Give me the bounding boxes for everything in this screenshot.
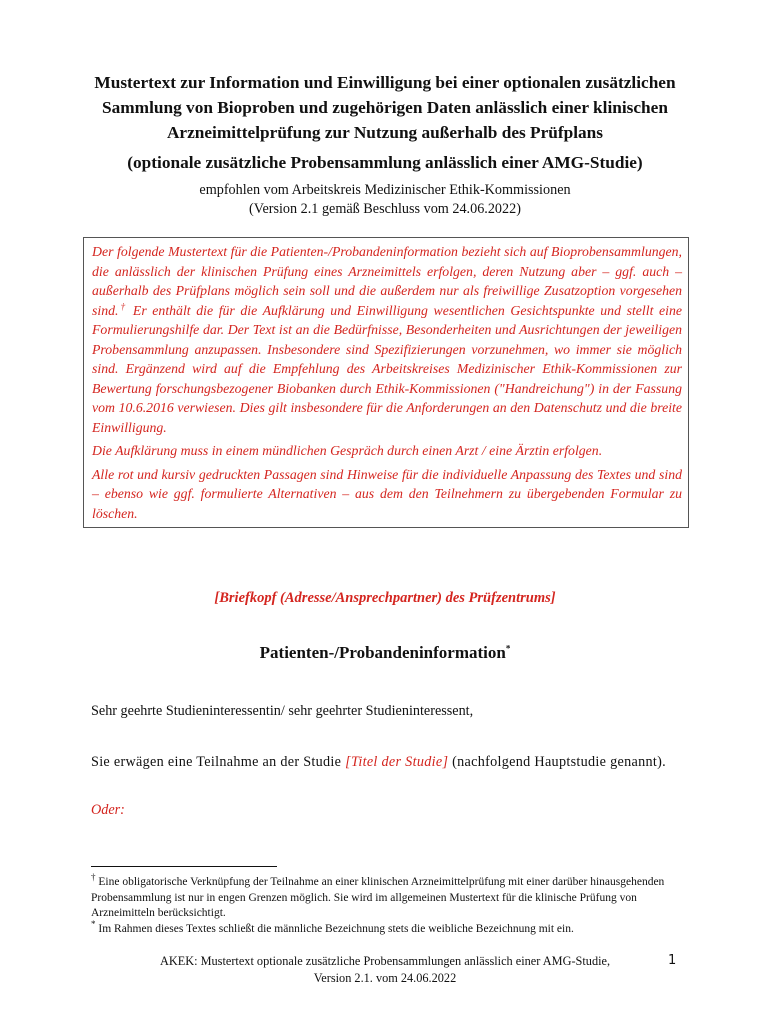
- section-heading: [84, 643, 686, 663]
- letterhead-placeholder: [Briefkopf (Adresse/Ansprechpartner) des Prüfzentrums]: [214, 590, 556, 606]
- footnotes: [91, 872, 683, 937]
- page-number: 1: [668, 953, 677, 968]
- star-footnote-ref[interactable]: *: [505, 643, 511, 654]
- instructions-text-1a: Der folgende Mustertext für die Patienten-/Probandeninformation bezieht sich auf Bioprobensammlungen, die anlässlich der klinischen Prüfung eines Arzneimittels erfolgen, deren Nutzung aber – ggf. auch – außerhalb des Prüfplans möglich sein soll und die außerdem nur als freiwillige Zusatzoption vorgesehen sind.: [92, 244, 682, 318]
- footnote-dagger-text: Eine obligatorische Verknüpfung der Teilnahme an einer klinischen Arzneimittelprüfung mit einer darüber hinausgehenden Probensammlung ist nur in engen Grenzen möglich. Sie wird im allgemeinen Mustertext für die klinische Prüfung von Arzneimitteln berücksichtigt.: [91, 876, 665, 919]
- footnote-dagger-mark: †: [91, 872, 96, 883]
- recommended-by: empfohlen vom Arbeitskreis Medizinischer Ethik-Kommissionen: [199, 182, 571, 198]
- footnote-star-text: Im Rahmen dieses Textes schließt die männliche Bezeichnung stets die weibliche Bezeichnung mit ein.: [95, 922, 574, 935]
- footer-line-1: AKEK: Mustertext optionale zusätzliche Probensammlungen anlässlich einer AMG-Studie,: [159, 954, 611, 968]
- footnote-star: [91, 918, 683, 938]
- title-block: [84, 70, 686, 219]
- dagger-footnote-ref[interactable]: †: [118, 300, 128, 311]
- instructions-paragraph-3: Alle rot und kursiv gedruckten Passagen sind Hinweise für die individuelle Anpassung des Textes und sind – ebenso wie ggf. formulierte Alternativen – aus dem den Teilnehmern zu übergebenden Formular zu löschen.: [92, 466, 682, 521]
- footnote-star-mark: *: [91, 918, 96, 929]
- study-intro-after: (nachfolgend Hauptstudie genannt).: [448, 754, 666, 770]
- instructions-paragraph-1: [92, 242, 682, 437]
- alternative-label: Oder:: [91, 802, 125, 818]
- study-intro-paragraph: [91, 752, 683, 772]
- study-intro-before: Sie erwägen eine Teilnahme an der Studie: [91, 754, 346, 770]
- study-title-placeholder: [Titel der Studie]: [345, 754, 449, 770]
- footnote-divider: [91, 866, 277, 867]
- document-title: Mustertext zur Information und Einwilligung bei einer optionalen zusätzlichen Sammlung von Bioproben und zugehörigen Daten anlässlich einer klinischen Arzneimittelprüfung zur Nutzung außerhalb des Prüfplans: [94, 73, 676, 142]
- document-subtitle: (optionale zusätzliche Probensammlung anlässlich einer AMG-Studie): [127, 153, 643, 172]
- instructions-paragraph-2: Die Aufklärung muss in einem mündlichen Gespräch durch einen Arzt / eine Ärztin erfolgen.: [92, 443, 603, 458]
- page-footer: [84, 953, 686, 986]
- footnote-dagger: [91, 872, 683, 922]
- instructions-text-1b: Er enthält die für die Aufklärung und Einwilligung wesentlichen Gesichtspunkte und stellt eine Formulierungshilfe dar. Der Text ist an die Bedürfnisse, Besonderheiten und Ausrichtungen der jeweiligen Probensammlung anzupassen. Insbesondere sind Spezifizierungen vorzunehmen, wo immer sie möglich sind. Ergänzend wird auf die Empfehlung des Arbeitskreises Medizinischer Ethik-Kommissionen zur Bewertung forschungsbezogener Biobanken durch Ethik-Kommissionen ("Handreichung") in der Fassung vom 10.6.2016 verwiesen. Dies gilt insbesondere für die Anforderungen an den Datenschutz und die breite Einwilligung.: [92, 302, 682, 435]
- version-line: (Version 2.1 gemäß Beschluss vom 24.06.2022): [249, 201, 521, 217]
- instructions-box: [83, 237, 689, 528]
- section-heading-text: Patienten-/Probandeninformation: [259, 643, 506, 662]
- footer-line-2: Version 2.1. vom 24.06.2022: [313, 970, 457, 985]
- salutation: Sehr geehrte Studieninteressentin/ sehr geehrter Studieninteressent,: [91, 703, 474, 719]
